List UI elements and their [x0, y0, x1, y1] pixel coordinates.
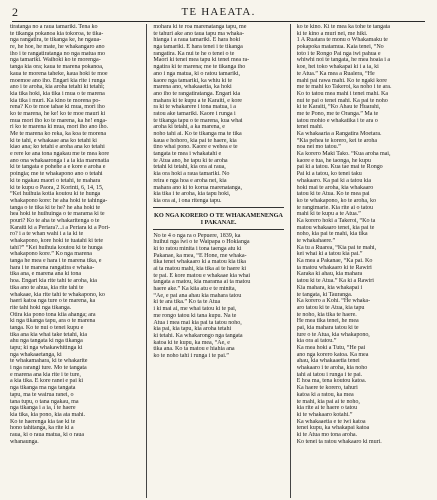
text-line: hoki mai te aroha, kia whakaaro — [296, 184, 374, 191]
text-line: tiratanga no a raua tamariki. Tena ko — [10, 24, 98, 30]
text-line: Pai ki a tatou, ko tenei taku — [296, 171, 362, 178]
text-line: a kia tika. E kore ranei e pai ki — [10, 378, 83, 385]
text-line: tika ana kia whai take tetahi, kia — [10, 331, 87, 338]
text-line: Maori ki tenei mea tapu ki tenei mea ra- — [153, 57, 250, 64]
text-line: kaore nga tamariki, ka whiu ki te — [153, 77, 233, 84]
text-line: Ko tenei ta ratou whakaaro ki muri. — [296, 438, 382, 445]
text-line: Ko te haerenga kia tae ki te — [10, 418, 76, 425]
text-line: katoa ki te kupu, ka mea, “Ae, e — [153, 339, 230, 346]
text-line: Ka whakaaetia e te iwi katoa — [296, 418, 366, 425]
text-line: katoa ki a ratou, ka mea — [296, 391, 354, 398]
text-line: pokapoka matamua. Kaia tenei, “No — [296, 44, 384, 51]
text-line: kia tika hoki, kia tika i mua o te marena — [10, 90, 105, 97]
section-rule — [153, 229, 283, 230]
text-line: ki te kino a muri nei, me hiki. — [296, 30, 368, 37]
text-line: tika ana, e marena ana ki tona — [10, 271, 82, 278]
header-rule — [12, 21, 425, 22]
text-line: te whakahaere.” — [296, 238, 336, 244]
text-line: tanga o te tika ki te he? he aha hoki te — [10, 204, 101, 211]
text-line: tangata a matou, kia marama ai ta matou — [153, 279, 251, 286]
text-line: pai ki a tatou. Kua tae mai te Rongo — [296, 164, 383, 171]
text-line: aro tatou ki te Atua, kia tapu — [296, 304, 365, 311]
text-line: ture o te Atua, kia whakapono, — [296, 331, 370, 338]
column-divider — [146, 24, 147, 498]
text-line: hianga i a raua tamariki. E hara hoki — [153, 37, 241, 44]
text-line: nga rangatira, te tikanga ke, he ngaua- — [10, 37, 102, 44]
text-line: Ka mea hoki a Tutu, “He pai — [296, 345, 366, 351]
text-line: “Kia pehea te korero, kei te aroha — [296, 137, 378, 144]
text-line: Atua i mea mai kia pai ta tatou noho, — [153, 319, 242, 326]
text-line: ai ta matou mahi, kia tika ai te haere ki — [153, 266, 247, 272]
text-line: pai, kia mahara tatou ki te — [296, 324, 359, 331]
text-line: rangatira. Ka nui te he o tenei o te — [153, 50, 235, 57]
text-line: kia tika i te aroha, kia tapu hoki, — [153, 191, 231, 198]
text-line: 1 A Ruatara te monu o Whakamaku te — [296, 37, 388, 44]
column-2 — [153, 24, 283, 498]
text-line: kaua e hohoro, kia pai te haere, kia — [153, 137, 237, 144]
text-line: haeri katoa nga ture o te marena, ka — [10, 298, 96, 305]
text-line: Pakanae, ka mea, “E Hone, me whaka- — [153, 252, 247, 259]
text-line: tatou ki te Atua.” Ka ki a Rawiri — [296, 278, 374, 285]
text-line: te tahuri ake ano taua tapu ma whaka- — [153, 30, 245, 37]
text-line: tenei kupu, ka whakapai katoa — [296, 425, 370, 432]
text-line: kia pai, kia tapu, kia aroha tetahi — [153, 326, 232, 333]
section-rule — [153, 207, 283, 208]
text-line: raua, ki o raua matua, ki o raua — [10, 431, 85, 438]
text-line: ano ona whakaaronga i a ia kia marenatia — [10, 157, 110, 164]
running-title: TE HAEATA. — [181, 6, 256, 18]
text-line: ki te Atua mo tona aroha. — [296, 431, 358, 438]
text-line: nga tamariki. E hara tenei i te tikanga — [153, 44, 243, 51]
text-line: haere ake.” Ka kiia atu e te minita, — [153, 286, 236, 293]
text-line: noa nei mo tatou.” — [296, 144, 341, 151]
text-line: ahau, kia whakaaetia tenei — [296, 358, 360, 365]
text-line: mua mori iho ko te marena, ka he! enga- — [10, 117, 108, 124]
text-line: aroha ki tetahi, a ka marena, e — [153, 124, 225, 131]
text-line: noho, kia pai te mahi, kia tika — [296, 231, 368, 238]
text-line: Me te marena ko reka, ka koa te morena — [10, 131, 107, 137]
text-line: nga tamariki. Waihoki ko te morenga- — [10, 57, 101, 64]
text-line: hoa. Engari kia rite tahi te aroha, kia — [10, 278, 97, 285]
text-line: ano iho te rangatiratanga. Engari kia — [153, 90, 241, 97]
text-line: kia ora ai tatou.” — [296, 338, 337, 345]
text-line: e rere ke ana tona ngakau me te mea kore — [10, 151, 109, 158]
text-line: ano nga korero katoa. Ka mea — [296, 351, 369, 358]
text-line: tatou mohio e whakatika i te ara o — [296, 117, 378, 124]
text-line: whakapono, kore hoki te tuatahi ki tete — [10, 238, 103, 244]
text-line: tenei mahi. — [296, 124, 324, 131]
text-line: tanga. Ko te nui o tenei kupu e — [10, 324, 84, 331]
text-line: Ka korero a Kohi. “He whaka- — [296, 298, 371, 305]
text-line: hono tahitanga, ka rite ki a — [10, 425, 74, 432]
text-line: ki nga tikanga tapu, ara o te marena — [10, 318, 96, 325]
text-line: tika tenei whakaaro ki a matou kia tika — [153, 259, 246, 266]
text-line: tatou ki te Atua. Ko te mea pai — [296, 191, 370, 198]
text-line: kaua te morena taheke, kaua hoki te moe — [10, 70, 108, 77]
text-line: Ka haere te korero, tahuri — [296, 385, 358, 392]
column-divider — [290, 24, 291, 498]
section-heading: KO NGA KORERO O TE WHAKAMENENGA I PAKANAE. — [154, 211, 283, 226]
text-line: te mahi, kia pai ai te noho, — [296, 398, 360, 405]
page-number: 2 — [12, 4, 18, 19]
text-line: ki tetahi. Ka whakarongo nga tangata — [153, 332, 243, 339]
text-line: Ka tu a Ruarea, “Kia pai te mahi, — [296, 244, 377, 251]
text-line: reira e nga hoa e aroha nei, kia — [153, 177, 227, 184]
text-line: ki te tangata e pohehe a e kore e aroha e — [10, 164, 106, 171]
text-line: nga whakaaetanga, ki — [10, 351, 62, 358]
text-line: huihui nga iwi o te Waipapa o Hokianga — [153, 239, 250, 246]
text-line: ko te marena, he ke! ko te moe mauri ki — [10, 110, 106, 117]
text-line: te Atua.” Ka mea a Rualera, “He — [296, 70, 375, 77]
text-line: Ka korero hoki a Takeroi, “Ko ta — [296, 217, 376, 224]
text-line: ratou ake tamariki. Kaore i runga i — [153, 110, 236, 117]
text-line: hara i te marena rangatira e whaka- — [10, 264, 95, 271]
text-line: ta matou whakaaro ki te Rawiri — [296, 264, 372, 271]
text-line: pouri? Ko te aha te whakaritenga o te — [10, 217, 100, 224]
text-line: whakaaro. Ka pai ki a tatou kia — [296, 177, 372, 184]
text-line: kiao ana; ko tetahi e aroha ana ko tetahi — [10, 144, 105, 151]
text-line: “Ae, e pai ana ahau kia mahara tatou — [153, 292, 242, 299]
text-line: i nga rarangi ture. Mo te tangata — [10, 365, 87, 372]
text-line: tahi ai tatou i runga i te pai. — [296, 371, 363, 378]
page-header — [12, 4, 425, 20]
text-line: ko te noho tahi i runga i te pai.” — [153, 352, 229, 359]
text-line: kaore e tua, he taonga, he kupu — [296, 157, 371, 164]
text-line: te noho, kia tika te haere. — [296, 311, 357, 318]
text-line: E hoa ma, tena koutou katoa. — [296, 378, 367, 385]
text-line: Ka mea a Pakanae, “Ka pai. Ko — [296, 258, 373, 265]
text-line: mohara ki te roa marenatanga tapu, me — [153, 24, 247, 30]
text-line: me te mahi ko Takeroi, ka noho i te ara. — [296, 84, 392, 91]
text-columns — [10, 24, 427, 498]
text-line: ano i te aroha, kia aroha tetahi ki tetahi; — [10, 84, 105, 91]
text-line: ko te whakapono, ko te aroha, ko — [296, 197, 376, 204]
text-line: e marena ana kia rite i te ture, — [10, 371, 81, 378]
text-line: tana tupu, o tana ngakau, ma — [10, 398, 79, 405]
text-line: poingia; me te whakapono ano o tetahi — [10, 171, 103, 178]
text-line: kia ora ai, i ona ritenga tapu. — [153, 197, 222, 204]
text-line: ki te tahi, e whakaae ana ko tetahi ki — [10, 137, 97, 144]
text-line: tino whai pono. Kaore e wehea e te — [153, 144, 238, 151]
text-line: mahara ki te kupu a te Karaiti, e kore — [153, 97, 242, 104]
text-line: ki te ngakau maori o tetahi, te mahara — [10, 177, 101, 184]
text-line: tapu, ma te wairua ranei, o — [10, 391, 74, 398]
text-line: tetahi ki tetahi, kia ora ai raua, — [153, 164, 226, 171]
text-line: me rongo tatou ki tana kupu. Na te — [153, 312, 237, 319]
text-line: ki te Karaiti, “Ko Ahau te Huarahi, — [296, 104, 381, 111]
text-line: Karaka ki ahau, kia mahara — [296, 271, 363, 278]
text-line: tahi?” “Kei huihuia koutou ki te hunga — [10, 244, 103, 251]
text-line: rena? Ko te moe tahae ki mua, mori iho — [10, 104, 105, 111]
text-line: ano i nga matua, ki o ratou tamariki, — [153, 70, 240, 77]
text-line: ki te whakaaro kotahi.” — [296, 411, 353, 418]
text-line: He mea tika tenei, he mea — [296, 318, 359, 325]
text-line: re, he hoe, he mate, he whakangaro ano — [10, 44, 105, 51]
text-line: nga tikanga i a ia, i te haere — [10, 405, 76, 412]
text-line: kei whai ki a tatou kia pai.” — [296, 251, 363, 258]
text-line: whakaaro i te aroha, kia noho — [296, 365, 368, 372]
text-line: me te Pono, me te Oranga.” Ma te — [296, 110, 379, 117]
text-line: nui te pai o tenei mahi. Ka pai te noho — [296, 97, 388, 104]
text-line: mahara ano ki to korua marenatanga, — [153, 184, 242, 191]
text-line: Ka whakaaria a Rangatira Moetara. — [296, 131, 382, 137]
text-line: te Atua ano, he tapu ki te aroha — [153, 157, 228, 164]
text-line: mahi pai rawa mahi. Ko te ngaki kore — [296, 77, 387, 84]
text-line: te rangimarie. Kia rite ai o tatou — [296, 204, 373, 211]
text-line: tanga he mea e hara i te marena tika, e — [10, 258, 102, 265]
text-line: Karaiti ki a Periara?...i a Periara ki a Pori- — [10, 224, 111, 231]
text-line: ki te ara tika.” Ko ta te Atua — [153, 299, 221, 306]
text-line: tika ano te ahua, kia rite tahi te — [10, 284, 84, 291]
text-line: “Kei huihuia kotia koutou ki te hunga — [10, 191, 101, 198]
text-line: koe, hei toko whakapai ki i a ia, ki — [296, 64, 379, 71]
text-line: Otira kia pono tona kiia ahanga; ara — [10, 311, 96, 318]
text-line: ro? i a te whan wahi i a ia ki te — [10, 231, 84, 238]
text-line: kia rite ai te haere o tatou — [296, 405, 358, 412]
text-line: te whakamahara, ki te whakarite — [10, 358, 88, 365]
text-line: ra ki te whakarere i tona matua, i a — [153, 104, 236, 111]
column-1 — [10, 24, 140, 498]
text-line: te pai. E kore matou e whakaae kia whai — [153, 272, 251, 279]
text-line: Ko to tatou mea mahi i tenei mahi. Ka — [296, 90, 389, 97]
text-line: whakaae, kia rite tahi te whakapono, ko — [10, 291, 105, 298]
text-line: ngatira ki te marena; me te tikanga iho — [153, 64, 246, 71]
text-line: whakapono kore: he aha hoki te tahinga- — [10, 197, 108, 204]
text-line: iho i te rangatiratanga no nga matua mo — [10, 50, 106, 57]
text-line: Kia mahara, kia whakapai i — [296, 284, 363, 291]
text-line: ko te kino. Ki te mea ka tohe te tangata — [296, 24, 391, 30]
text-line: te tikanga tapu o te marena, kua whai — [153, 117, 243, 124]
text-line: hea hoki te huihuinga o te marama ki te — [10, 211, 105, 218]
text-line: tika ana. Ko ta matou e hiahia ana — [153, 346, 235, 353]
text-line: toto i te Rongo Pai nga iwi pahua e — [296, 50, 381, 57]
column-3 — [297, 24, 427, 498]
text-line: i ki mai ai, me whai tatou ki te pai, — [153, 306, 237, 313]
text-line: te tangata, ki Tauranga. — [296, 291, 353, 298]
text-line: noho tahi ai. Ko te tikanga ma te tika — [153, 131, 242, 137]
text-line: kia tika i muri. Ka kino te morena po- — [10, 97, 101, 104]
text-line: No te 4 o nga ra o Pepuere, 1839, ka — [153, 232, 241, 239]
text-line: tanga kia ora; kaua te marena pokanoa, — [10, 64, 104, 71]
text-line: ki te kupu o Paora, 2 Korinti, 6, 14, 15, — [10, 184, 104, 191]
text-line: te tikanga pokanoa kia tokoroa, te tika- — [10, 30, 104, 37]
text-line: whanaunga. — [10, 438, 39, 445]
text-line: ki to ratou minita i tona taenga atu ki — [153, 245, 242, 252]
text-line: matou whakaaro tenei, kia pai te — [296, 224, 375, 231]
text-line: marena ano, whakaaetia, ka hoki — [153, 84, 232, 91]
text-line: moemoe ano iho. Engari kia rite i runga — [10, 77, 106, 84]
text-line: Ka korero Maki Tako. “Kua aroha mai, — [296, 151, 391, 158]
text-line: tapu; ki nga whakawhitinga ki — [10, 345, 83, 351]
text-line: nga tikanga ma nga tangata — [10, 385, 76, 392]
text-line: rite tahi hoki nga tikanga. — [10, 304, 72, 311]
text-line: whiwhi noi te tangata, he mea hoaia i a — [296, 57, 390, 64]
text-line: kia tika, kia pono, kia ata mahi. — [10, 411, 86, 418]
text-line: tangata te mea i whakatahi e — [153, 151, 222, 158]
text-line: whakapono kore.” Ko nga marena — [10, 251, 92, 258]
text-line: mahi ki te kupu a te Atua.” — [296, 211, 361, 218]
text-line: kia ora hoki a raua tamariki. No — [153, 171, 230, 178]
text-line: ri ko te marena ki mua, mori iho ano iho. — [10, 124, 108, 131]
text-line: ahu nga tangata ki nga tikanga — [10, 338, 83, 345]
